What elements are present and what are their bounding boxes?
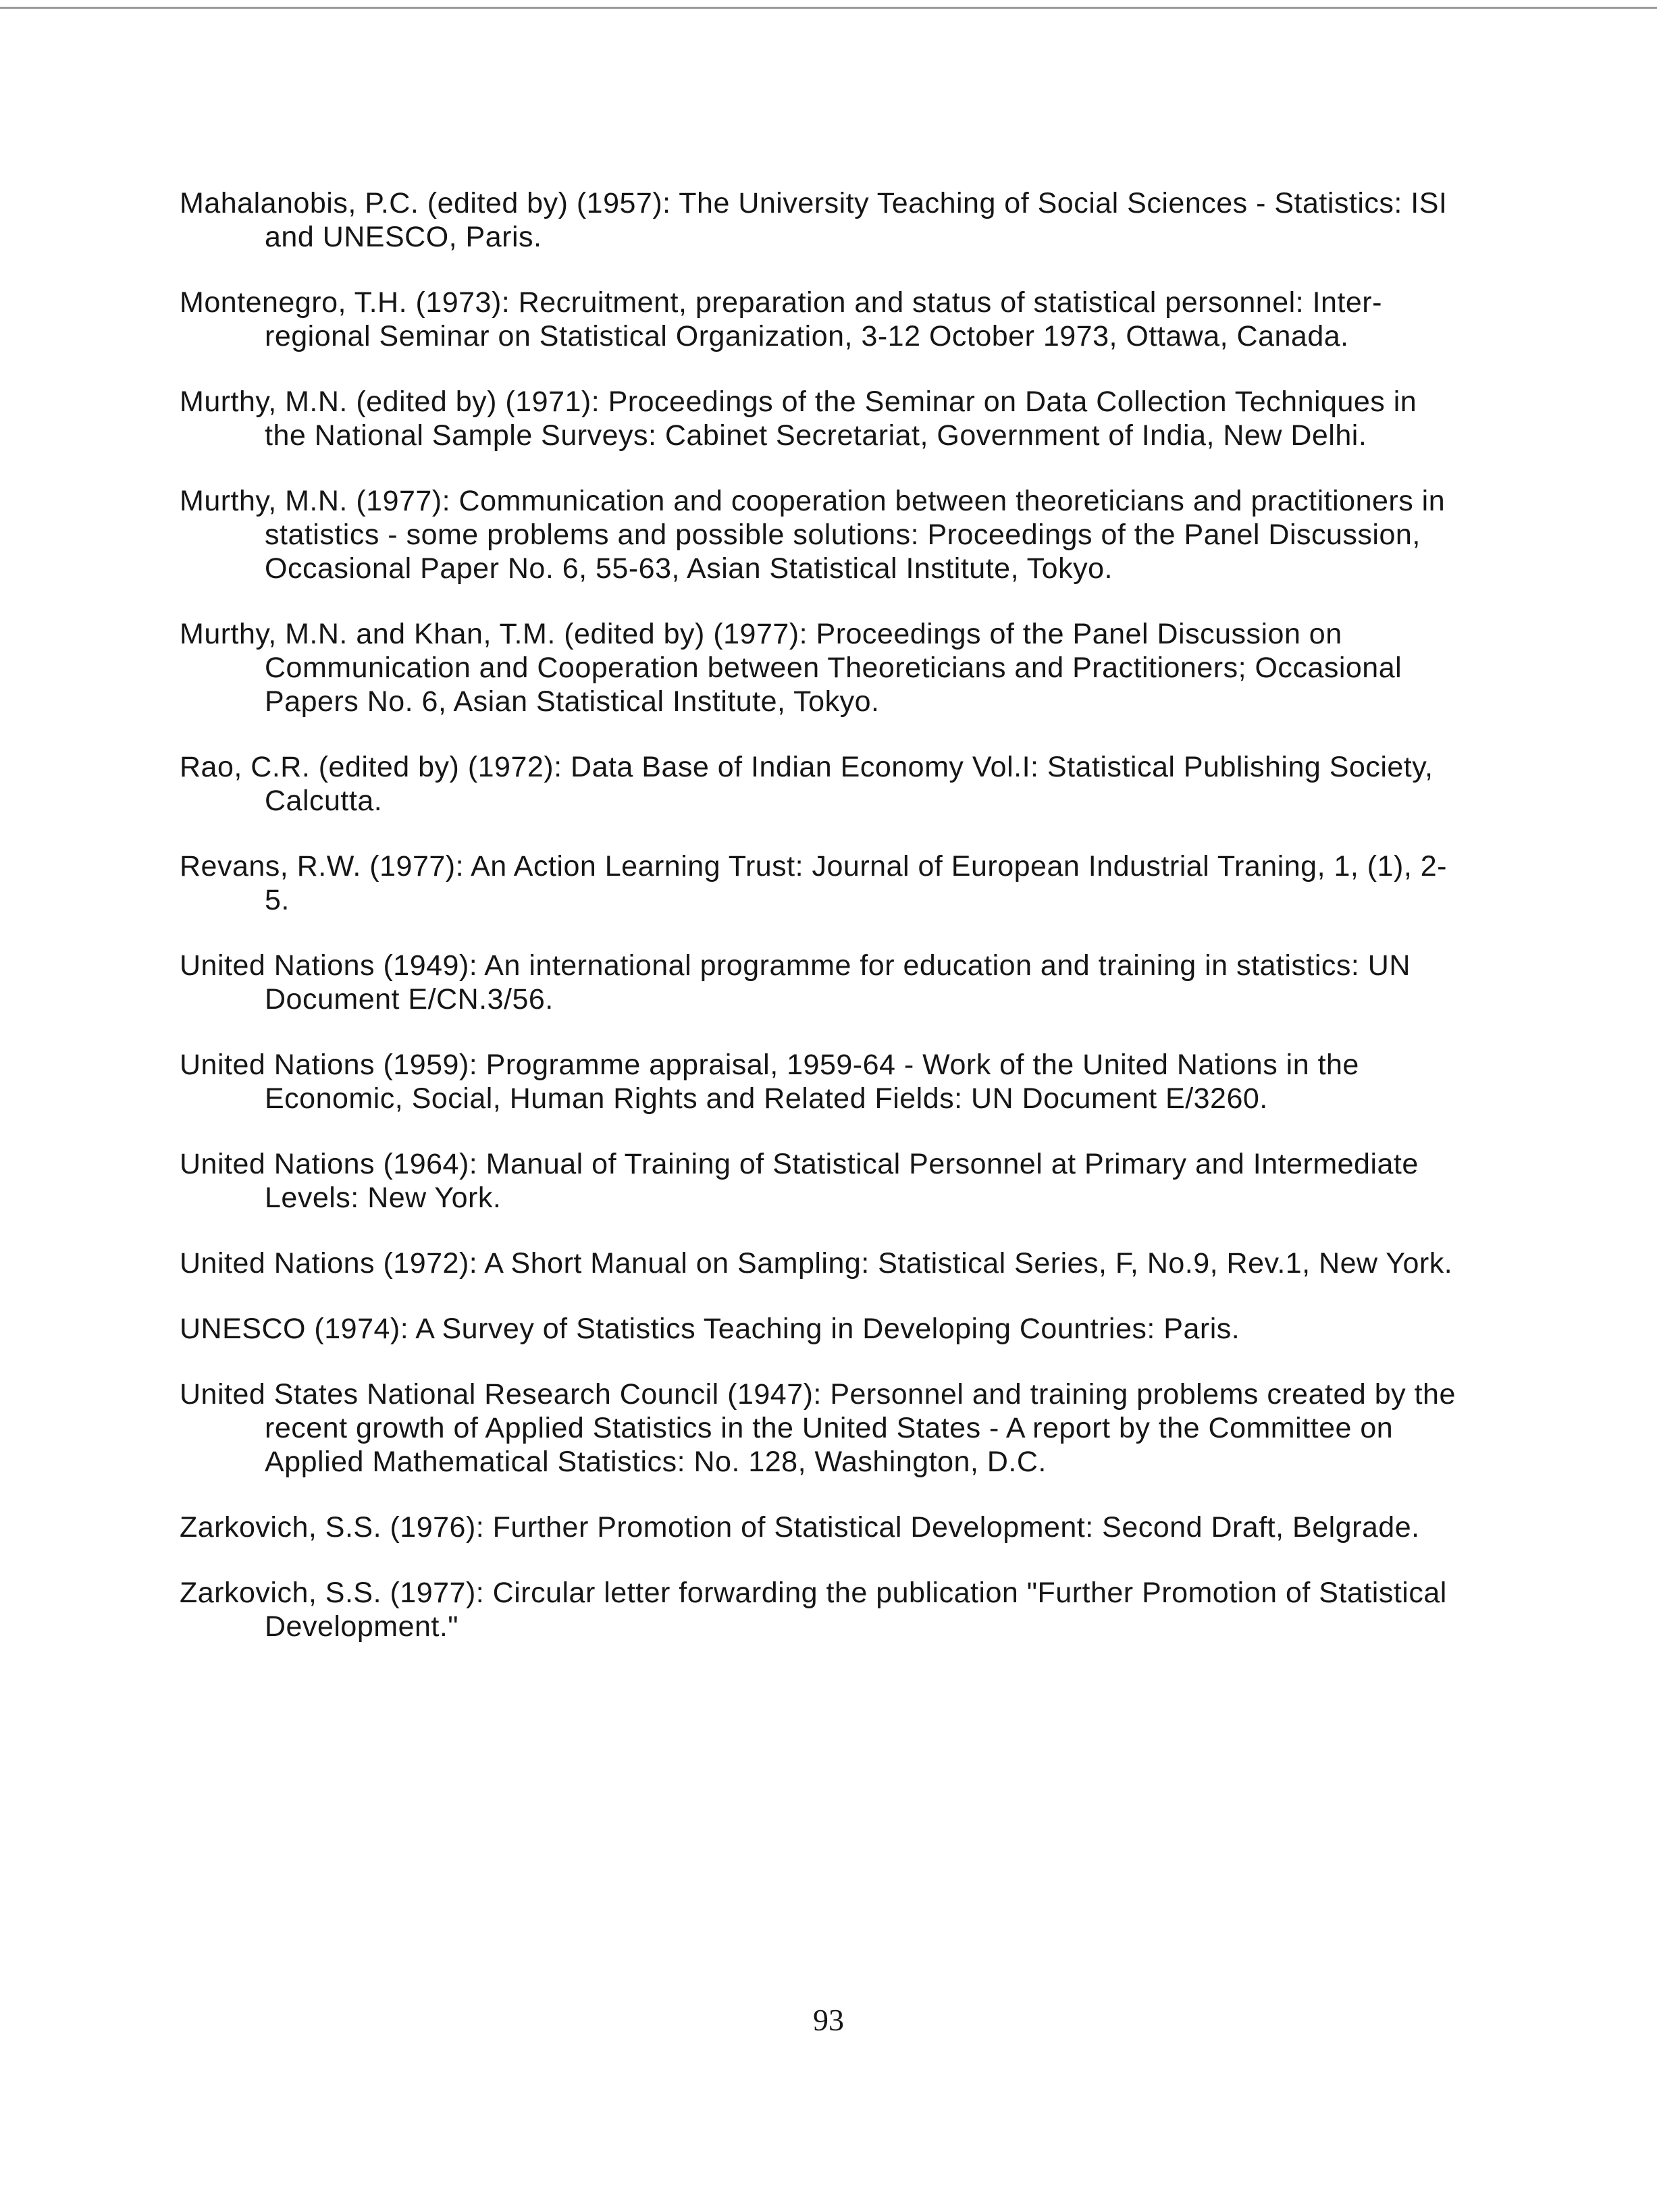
reference-entry: Rao, C.R. (edited by) (1972): Data Base of Indian Economy Vol.I: Statistical Publishing Society, Calcutta.	[180, 751, 1434, 817]
reference-list	[180, 186, 1463, 1675]
reference-entry: United Nations (1964): Manual of Training of Statistical Personnel at Primary and Intermediate Levels: New York.	[180, 1148, 1419, 1214]
reference-entry: Murthy, M.N. (edited by) (1971): Proceedings of the Seminar on Data Collection Techniques in the National Sample Surveys: Cabinet Secretariat, Government of India, New Delhi.	[180, 386, 1417, 452]
reference-entry: Murthy, M.N. (1977): Communication and cooperation between theoreticians and practitioners in statistics - some problems and possible solutions: Proceedings of the Panel Discussion, Occasional Paper No. 6, 55-63, Asian Statistical Institute, Tokyo.	[180, 485, 1446, 585]
reference-entry: Mahalanobis, P.C. (edited by) (1957): The University Teaching of Social Sciences - Statistics: ISI and UNESCO, Paris.	[180, 187, 1448, 253]
reference-entry: Montenegro, T.H. (1973): Recruitment, preparation and status of statistical personnel: Inter-regional Seminar on Statistical Organization, 3-12 October 1973, Ottawa, Canada.	[180, 286, 1382, 352]
reference-entry: Murthy, M.N. and Khan, T.M. (edited by) (1977): Proceedings of the Panel Discussion on Communication and Cooperation between Theoreticians and Practitioners; Occasional Papers No. 6, Asian Statistical Institute, Tokyo.	[180, 618, 1402, 718]
reference-entry: Revans, R.W. (1977): An Action Learning Trust: Journal of European Industrial Traning, 1, (1), 2-5.	[180, 850, 1447, 916]
reference-entry: United Nations (1972): A Short Manual on Sampling: Statistical Series, F, No.9, Rev.1, New York.	[180, 1247, 1453, 1280]
page-number: 93	[813, 2003, 844, 2037]
reference-entry: United Nations (1949): An international programme for education and training in statistics: UN Document E/CN.3/56.	[180, 949, 1411, 1016]
reference-entry: United Nations (1959): Programme appraisal, 1959-64 - Work of the United Nations in the Economic, Social, Human Rights and Related Fields: UN Document E/3260.	[180, 1049, 1359, 1115]
reference-entry: UNESCO (1974): A Survey of Statistics Teaching in Developing Countries: Paris.	[180, 1313, 1240, 1345]
page-top-edge	[0, 7, 1657, 9]
reference-entry: United States National Research Council (1947): Personnel and training problems created by the recent growth of Applied Statistics in the United States - A report by the Committee on Applied Mathematical Statistics: No. 128, Washington, D.C.	[180, 1378, 1456, 1478]
reference-entry: Zarkovich, S.S. (1977): Circular letter forwarding the publication "Further Promotion of Statistical Development."	[180, 1577, 1447, 1643]
reference-entry: Zarkovich, S.S. (1976): Further Promotion of Statistical Development: Second Draft, Belgrade.	[180, 1511, 1420, 1544]
